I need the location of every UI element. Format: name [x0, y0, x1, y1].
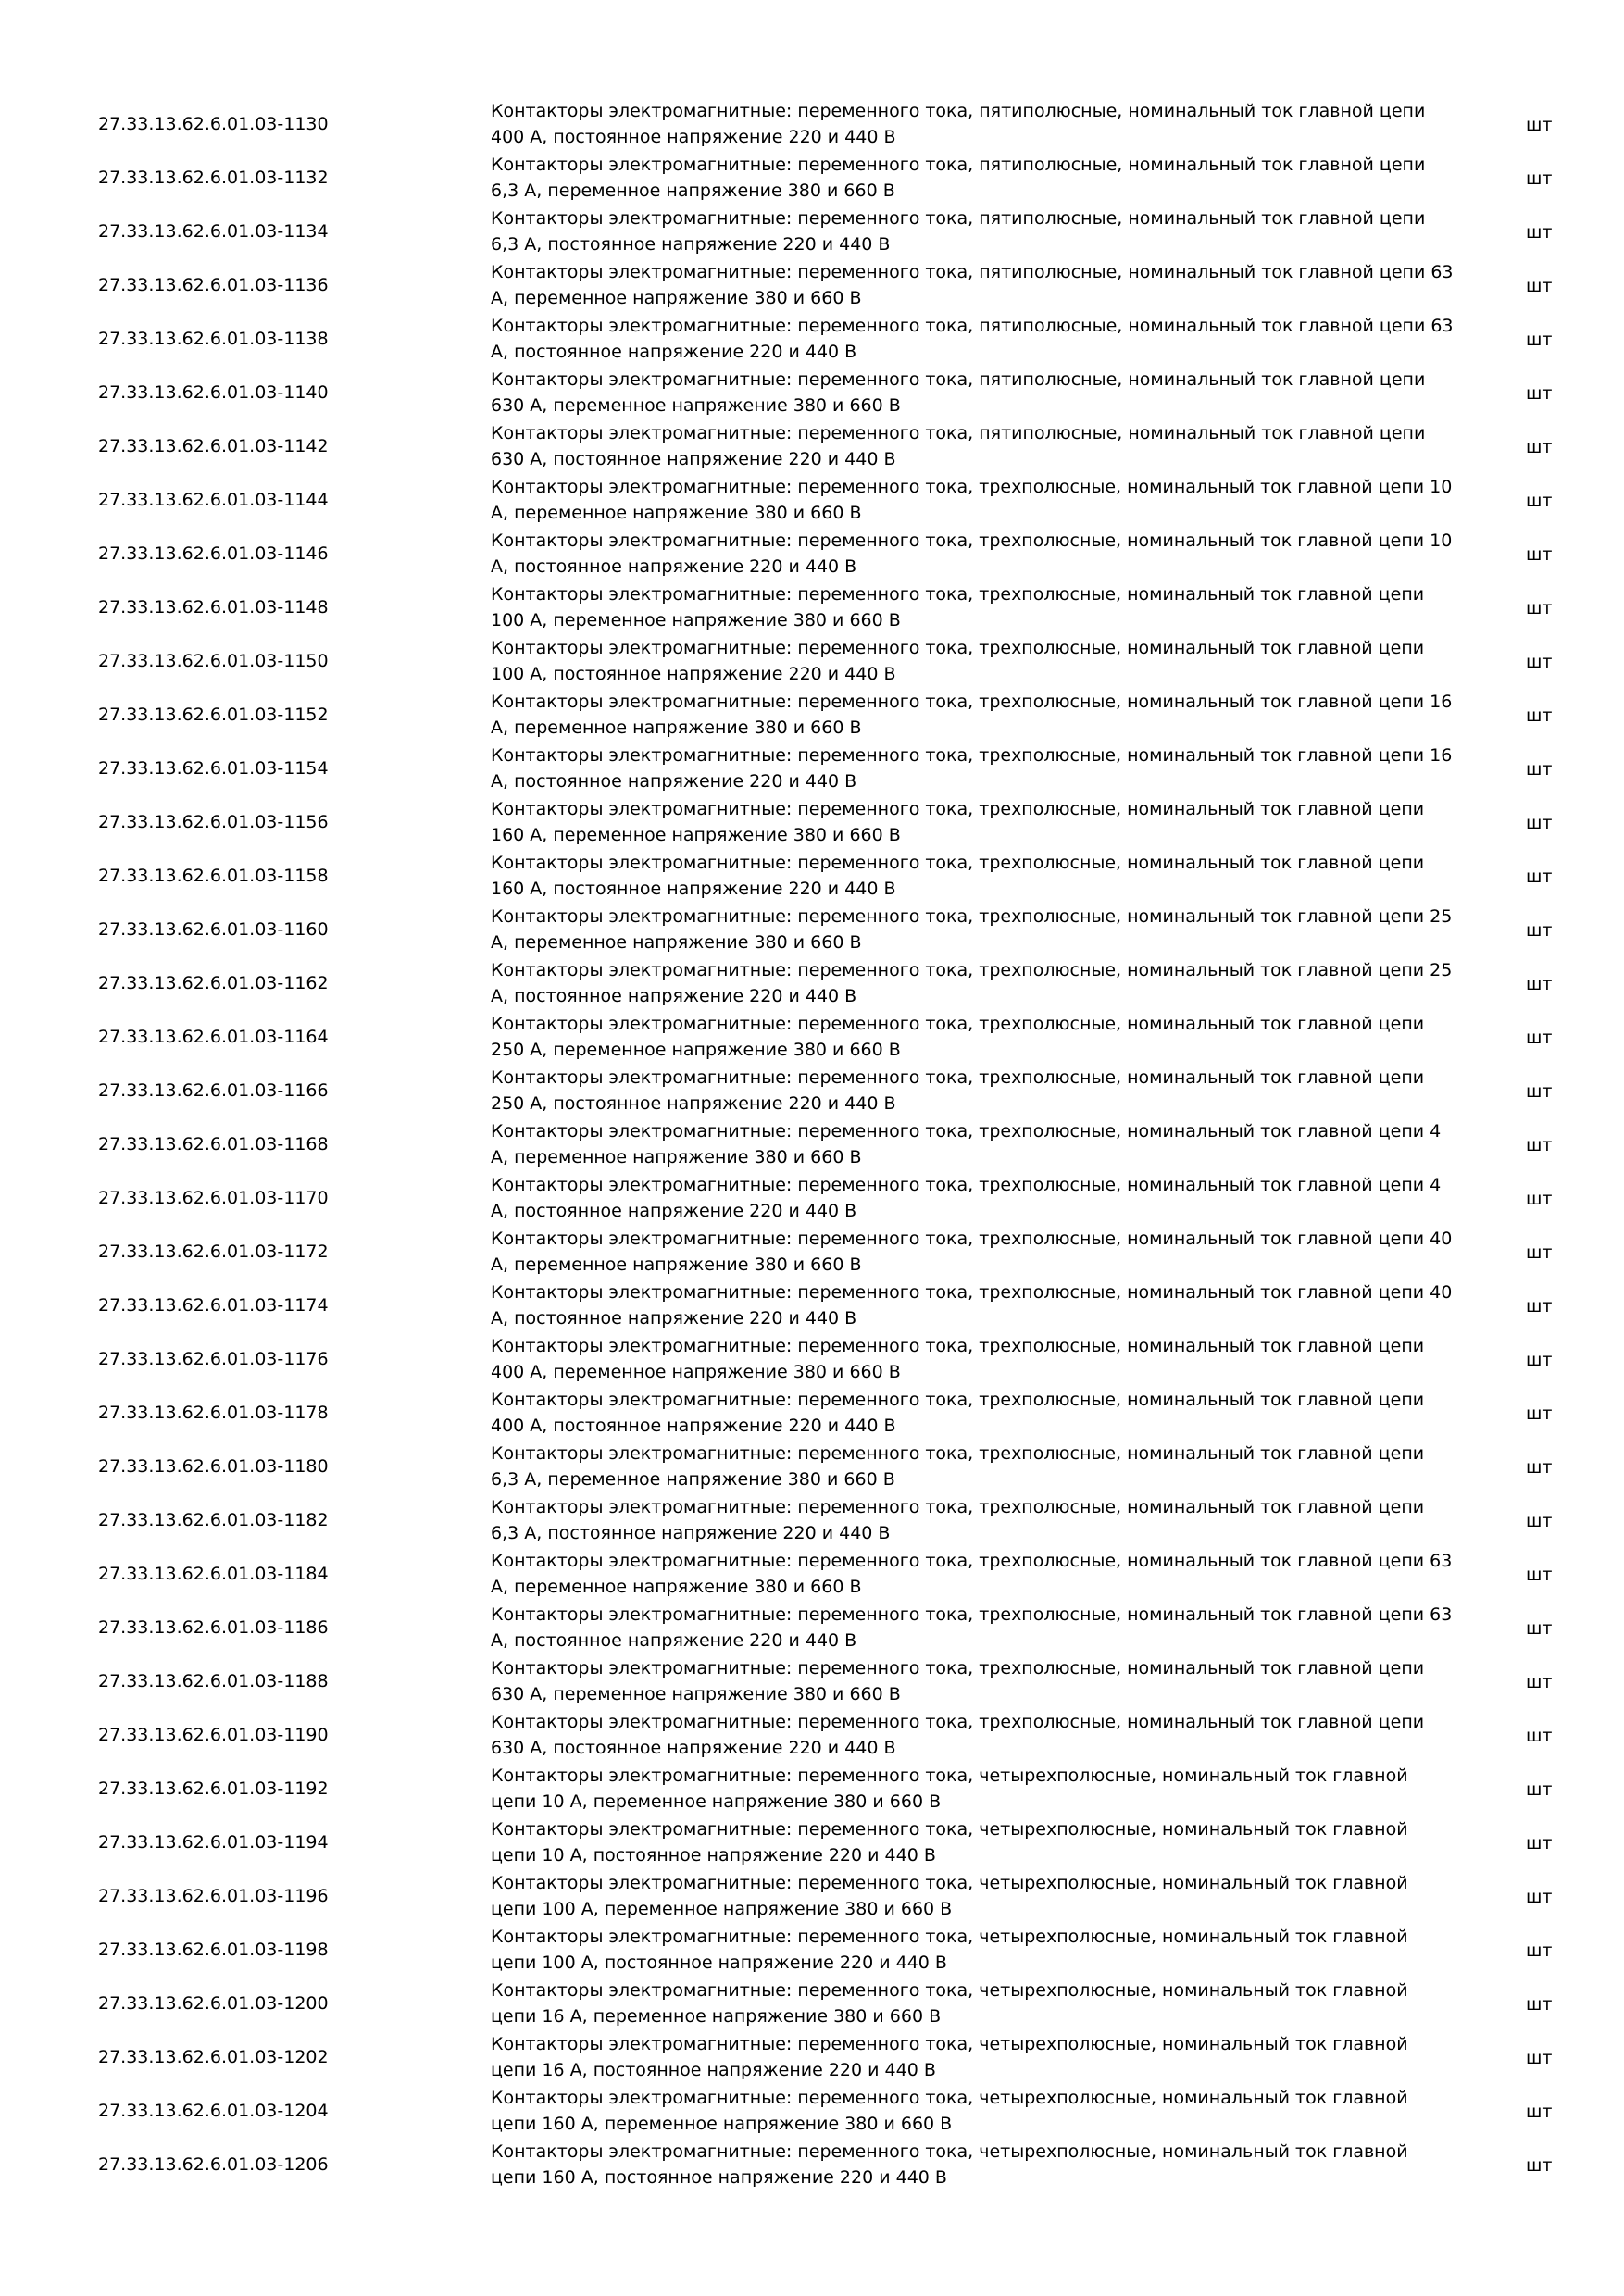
item-code: 27.33.13.62.6.01.03-1166	[98, 1080, 329, 1101]
table-row	[0, 1493, 1624, 1547]
item-code: 27.33.13.62.6.01.03-1148	[98, 597, 329, 618]
item-code: 27.33.13.62.6.01.03-1188	[98, 1671, 329, 1691]
item-description: Контакторы электромагнитные: переменного тока, трехполюсные, номинальный ток главной цепи 16 А, постоянное напряжение 220 и 440 В	[491, 745, 1453, 792]
item-description: Контакторы электромагнитные: переменного тока, трехполюсные, номинальный ток главной цепи 6,3 А, постоянное напряжение 220 и 440 В	[491, 1497, 1425, 1543]
item-code: 27.33.13.62.6.01.03-1144	[98, 490, 329, 510]
item-description: Контакторы электромагнитные: переменного тока, четырехполюсные, номинальный ток главной цепи 10 А, переменное напряжение 380 и 660 В	[491, 1766, 1408, 1812]
item-code: 27.33.13.62.6.01.03-1134	[98, 221, 329, 242]
item-description: Контакторы электромагнитные: переменного тока, четырехполюсные, номинальный ток главной цепи 10 А, постоянное напряжение 220 и 440 В	[491, 1819, 1408, 1866]
table-row	[0, 1923, 1624, 1977]
table-row	[0, 580, 1624, 634]
table-row	[0, 312, 1624, 366]
table-row	[0, 1654, 1624, 1708]
item-unit: шт	[1526, 2048, 1553, 2068]
item-unit: шт	[1526, 1242, 1553, 1263]
table-row	[0, 366, 1624, 419]
item-unit: шт	[1526, 1296, 1553, 1316]
item-description: Контакторы электромагнитные: переменного тока, пятиполюсные, номинальный ток главной цепи 63 А, переменное напряжение 380 и 660 В	[491, 262, 1454, 308]
item-unit: шт	[1526, 276, 1553, 296]
item-code: 27.33.13.62.6.01.03-1164	[98, 1027, 329, 1047]
item-code: 27.33.13.62.6.01.03-1152	[98, 705, 329, 725]
item-description: Контакторы электромагнитные: переменного тока, трехполюсные, номинальный ток главной цепи 40 А, постоянное напряжение 220 и 440 В	[491, 1282, 1453, 1329]
item-description: Контакторы электромагнитные: переменного тока, трехполюсные, номинальный ток главной цепи 63 А, переменное напряжение 380 и 660 В	[491, 1551, 1453, 1597]
document-page	[0, 97, 1624, 2191]
table-row	[0, 151, 1624, 205]
item-unit: шт	[1526, 1726, 1553, 1746]
table-row	[0, 1225, 1624, 1279]
item-code: 27.33.13.62.6.01.03-1194	[98, 1832, 329, 1853]
item-unit: шт	[1526, 1994, 1553, 2015]
item-code: 27.33.13.62.6.01.03-1168	[98, 1134, 329, 1154]
item-description: Контакторы электромагнитные: переменного тока, трехполюсные, номинальный ток главной цепи 250 А, постоянное напряжение 220 и 440 В	[491, 1067, 1425, 1114]
item-description: Контакторы электромагнитные: переменного тока, пятиполюсные, номинальный ток главной цепи 630 А, переменное напряжение 380 и 660 В	[491, 369, 1426, 416]
table-row	[0, 205, 1624, 258]
table-row	[0, 2084, 1624, 2138]
item-unit: шт	[1526, 168, 1553, 189]
table-row	[0, 688, 1624, 742]
item-description: Контакторы электромагнитные: переменного тока, четырехполюсные, номинальный ток главной цепи 100 А, переменное напряжение 380 и 660 В	[491, 1873, 1408, 1919]
table-row	[0, 473, 1624, 527]
item-unit: шт	[1526, 920, 1553, 941]
item-unit: шт	[1526, 222, 1553, 243]
item-unit: шт	[1526, 115, 1553, 135]
item-code: 27.33.13.62.6.01.03-1150	[98, 651, 329, 671]
item-description: Контакторы электромагнитные: переменного тока, пятиполюсные, номинальный ток главной цепи 630 А, постоянное напряжение 220 и 440 В	[491, 423, 1426, 469]
item-unit: шт	[1526, 1457, 1553, 1478]
item-description: Контакторы электромагнитные: переменного тока, трехполюсные, номинальный ток главной цепи 160 А, переменное напряжение 380 и 660 В	[491, 799, 1425, 845]
item-description: Контакторы электромагнитные: переменного тока, трехполюсные, номинальный ток главной цепи 160 А, постоянное напряжение 220 и 440 В	[491, 853, 1425, 899]
table-row	[0, 849, 1624, 903]
item-description: Контакторы электромагнитные: переменного тока, трехполюсные, номинальный ток главной цепи 16 А, переменное напряжение 380 и 660 В	[491, 692, 1453, 738]
item-code: 27.33.13.62.6.01.03-1202	[98, 2047, 329, 2067]
item-description: Контакторы электромагнитные: переменного тока, трехполюсные, номинальный ток главной цепи 63 А, постоянное напряжение 220 и 440 В	[491, 1604, 1453, 1651]
item-unit: шт	[1526, 491, 1553, 511]
item-description: Контакторы электромагнитные: переменного тока, трехполюсные, номинальный ток главной цепи 4 А, постоянное напряжение 220 и 440 В	[491, 1175, 1442, 1221]
item-code: 27.33.13.62.6.01.03-1146	[98, 543, 329, 564]
table-row	[0, 903, 1624, 956]
item-code: 27.33.13.62.6.01.03-1182	[98, 1510, 329, 1530]
item-unit: шт	[1526, 1672, 1553, 1692]
item-code: 27.33.13.62.6.01.03-1196	[98, 1886, 329, 1906]
item-code: 27.33.13.62.6.01.03-1192	[98, 1778, 329, 1799]
item-description: Контакторы электромагнитные: переменного тока, четырехполюсные, номинальный ток главной цепи 160 А, постоянное напряжение 220 и 440 В	[491, 2141, 1408, 2188]
item-code: 27.33.13.62.6.01.03-1154	[98, 758, 329, 779]
item-description: Контакторы электромагнитные: переменного тока, трехполюсные, номинальный ток главной цепи 100 А, переменное напряжение 380 и 660 В	[491, 584, 1425, 630]
item-unit: шт	[1526, 813, 1553, 833]
item-code: 27.33.13.62.6.01.03-1190	[98, 1725, 329, 1745]
table-row	[0, 1117, 1624, 1171]
table-row	[0, 1547, 1624, 1601]
table-row	[0, 634, 1624, 688]
item-code: 27.33.13.62.6.01.03-1132	[98, 168, 329, 188]
item-description: Контакторы электромагнитные: переменного тока, трехполюсные, номинальный ток главной цепи 100 А, постоянное напряжение 220 и 440 В	[491, 638, 1425, 684]
item-description: Контакторы электромагнитные: переменного тока, трехполюсные, номинальный ток главной цепи 25 А, постоянное напряжение 220 и 440 В	[491, 960, 1453, 1006]
item-description: Контакторы электромагнитные: переменного тока, трехполюсные, номинальный ток главной цепи 630 А, постоянное напряжение 220 и 440 В	[491, 1712, 1425, 1758]
item-description: Контакторы электромагнитные: переменного тока, трехполюсные, номинальный ток главной цепи 40 А, переменное напряжение 380 и 660 В	[491, 1229, 1453, 1275]
document-table	[0, 97, 1624, 2191]
item-unit: шт	[1526, 1565, 1553, 1585]
item-description: Контакторы электромагнитные: переменного тока, пятиполюсные, номинальный ток главной цепи 6,3 А, постоянное напряжение 220 и 440 В	[491, 208, 1426, 255]
item-description: Контакторы электромагнитные: переменного тока, четырехполюсные, номинальный ток главной цепи 16 А, переменное напряжение 380 и 660 В	[491, 1980, 1408, 2027]
item-unit: шт	[1526, 867, 1553, 887]
item-description: Контакторы электромагнитные: переменного тока, трехполюсные, номинальный ток главной цепи 10 А, переменное напряжение 380 и 660 В	[491, 477, 1453, 523]
item-description: Контакторы электромагнитные: переменного тока, четырехполюсные, номинальный ток главной цепи 16 А, постоянное напряжение 220 и 440 В	[491, 2034, 1408, 2080]
item-description: Контакторы электромагнитные: переменного тока, трехполюсные, номинальный ток главной цепи 25 А, переменное напряжение 380 и 660 В	[491, 906, 1453, 953]
item-code: 27.33.13.62.6.01.03-1198	[98, 1940, 329, 1960]
item-description: Контакторы электромагнитные: переменного тока, трехполюсные, номинальный ток главной цепи 630 А, переменное напряжение 380 и 660 В	[491, 1658, 1425, 1704]
table-row	[0, 795, 1624, 849]
item-unit: шт	[1526, 1833, 1553, 1853]
item-unit: шт	[1526, 330, 1553, 350]
item-unit: шт	[1526, 2102, 1553, 2122]
table-row	[0, 1332, 1624, 1386]
table-row	[0, 1386, 1624, 1440]
item-unit: шт	[1526, 705, 1553, 726]
item-unit: шт	[1526, 1779, 1553, 1800]
table-row	[0, 1869, 1624, 1923]
table-row	[0, 1171, 1624, 1225]
item-unit: шт	[1526, 1135, 1553, 1155]
item-unit: шт	[1526, 598, 1553, 618]
item-description: Контакторы электромагнитные: переменного тока, трехполюсные, номинальный ток главной цепи 400 А, постоянное напряжение 220 и 440 В	[491, 1390, 1425, 1436]
item-unit: шт	[1526, 1511, 1553, 1531]
table-row	[0, 2138, 1624, 2191]
item-code: 27.33.13.62.6.01.03-1176	[98, 1349, 329, 1369]
item-code: 27.33.13.62.6.01.03-1138	[98, 329, 329, 349]
item-code: 27.33.13.62.6.01.03-1178	[98, 1403, 329, 1423]
item-code: 27.33.13.62.6.01.03-1200	[98, 1993, 329, 2014]
item-unit: шт	[1526, 1618, 1553, 1639]
item-description: Контакторы электромагнитные: переменного тока, трехполюсные, номинальный ток главной цепи 6,3 А, переменное напряжение 380 и 660 В	[491, 1443, 1425, 1490]
item-code: 27.33.13.62.6.01.03-1206	[98, 2154, 329, 2175]
item-code: 27.33.13.62.6.01.03-1142	[98, 436, 329, 456]
item-unit: шт	[1526, 1028, 1553, 1048]
item-code: 27.33.13.62.6.01.03-1204	[98, 2101, 329, 2121]
item-code: 27.33.13.62.6.01.03-1136	[98, 275, 329, 295]
item-description: Контакторы электромагнитные: переменного тока, четырехполюсные, номинальный ток главной цепи 100 А, постоянное напряжение 220 и 440 В	[491, 1927, 1408, 1973]
item-unit: шт	[1526, 383, 1553, 404]
item-code: 27.33.13.62.6.01.03-1180	[98, 1456, 329, 1477]
table-row	[0, 1010, 1624, 1064]
item-unit: шт	[1526, 2155, 1553, 2176]
item-code: 27.33.13.62.6.01.03-1130	[98, 114, 329, 134]
table-row	[0, 1279, 1624, 1332]
item-description: Контакторы электромагнитные: переменного тока, трехполюсные, номинальный ток главной цепи 400 А, переменное напряжение 380 и 660 В	[491, 1336, 1425, 1382]
item-unit: шт	[1526, 759, 1553, 780]
item-code: 27.33.13.62.6.01.03-1140	[98, 382, 329, 403]
table-row	[0, 2030, 1624, 2084]
item-description: Контакторы электромагнитные: переменного тока, пятиполюсные, номинальный ток главной цепи 6,3 А, переменное напряжение 380 и 660 В	[491, 155, 1426, 201]
table-row	[0, 419, 1624, 473]
item-description: Контакторы электромагнитные: переменного тока, трехполюсные, номинальный ток главной цепи 4 А, переменное напряжение 380 и 660 В	[491, 1121, 1442, 1167]
item-code: 27.33.13.62.6.01.03-1172	[98, 1242, 329, 1262]
item-unit: шт	[1526, 1189, 1553, 1209]
item-code: 27.33.13.62.6.01.03-1156	[98, 812, 329, 832]
table-row	[0, 1762, 1624, 1816]
table-row	[0, 1064, 1624, 1117]
item-code: 27.33.13.62.6.01.03-1158	[98, 866, 329, 886]
table-row	[0, 97, 1624, 151]
item-code: 27.33.13.62.6.01.03-1174	[98, 1295, 329, 1316]
item-code: 27.33.13.62.6.01.03-1186	[98, 1617, 329, 1638]
item-code: 27.33.13.62.6.01.03-1184	[98, 1564, 329, 1584]
item-code: 27.33.13.62.6.01.03-1160	[98, 919, 329, 940]
item-unit: шт	[1526, 437, 1553, 457]
item-code: 27.33.13.62.6.01.03-1170	[98, 1188, 329, 1208]
item-code: 27.33.13.62.6.01.03-1162	[98, 973, 329, 993]
table-row	[0, 956, 1624, 1010]
item-unit: шт	[1526, 1404, 1553, 1424]
table-row	[0, 1708, 1624, 1762]
item-unit: шт	[1526, 652, 1553, 672]
item-unit: шт	[1526, 1940, 1553, 1961]
item-unit: шт	[1526, 1081, 1553, 1102]
item-description: Контакторы электромагнитные: переменного тока, трехполюсные, номинальный ток главной цепи 10 А, постоянное напряжение 220 и 440 В	[491, 530, 1453, 577]
item-description: Контакторы электромагнитные: переменного тока, пятиполюсные, номинальный ток главной цепи 400 А, постоянное напряжение 220 и 440 В	[491, 101, 1426, 147]
table-row	[0, 1440, 1624, 1493]
item-description: Контакторы электромагнитные: переменного тока, четырехполюсные, номинальный ток главной цепи 160 А, переменное напряжение 380 и 660 В	[491, 2088, 1408, 2134]
table-row	[0, 1816, 1624, 1869]
item-unit: шт	[1526, 544, 1553, 565]
table-row	[0, 742, 1624, 795]
table-row	[0, 1601, 1624, 1654]
table-row	[0, 258, 1624, 312]
item-unit: шт	[1526, 974, 1553, 994]
table-row	[0, 527, 1624, 580]
item-description: Контакторы электромагнитные: переменного тока, пятиполюсные, номинальный ток главной цепи 63 А, постоянное напряжение 220 и 440 В	[491, 316, 1454, 362]
item-description: Контакторы электромагнитные: переменного тока, трехполюсные, номинальный ток главной цепи 250 А, переменное напряжение 380 и 660 В	[491, 1014, 1425, 1060]
item-unit: шт	[1526, 1887, 1553, 1907]
table-row	[0, 1977, 1624, 2030]
item-unit: шт	[1526, 1350, 1553, 1370]
